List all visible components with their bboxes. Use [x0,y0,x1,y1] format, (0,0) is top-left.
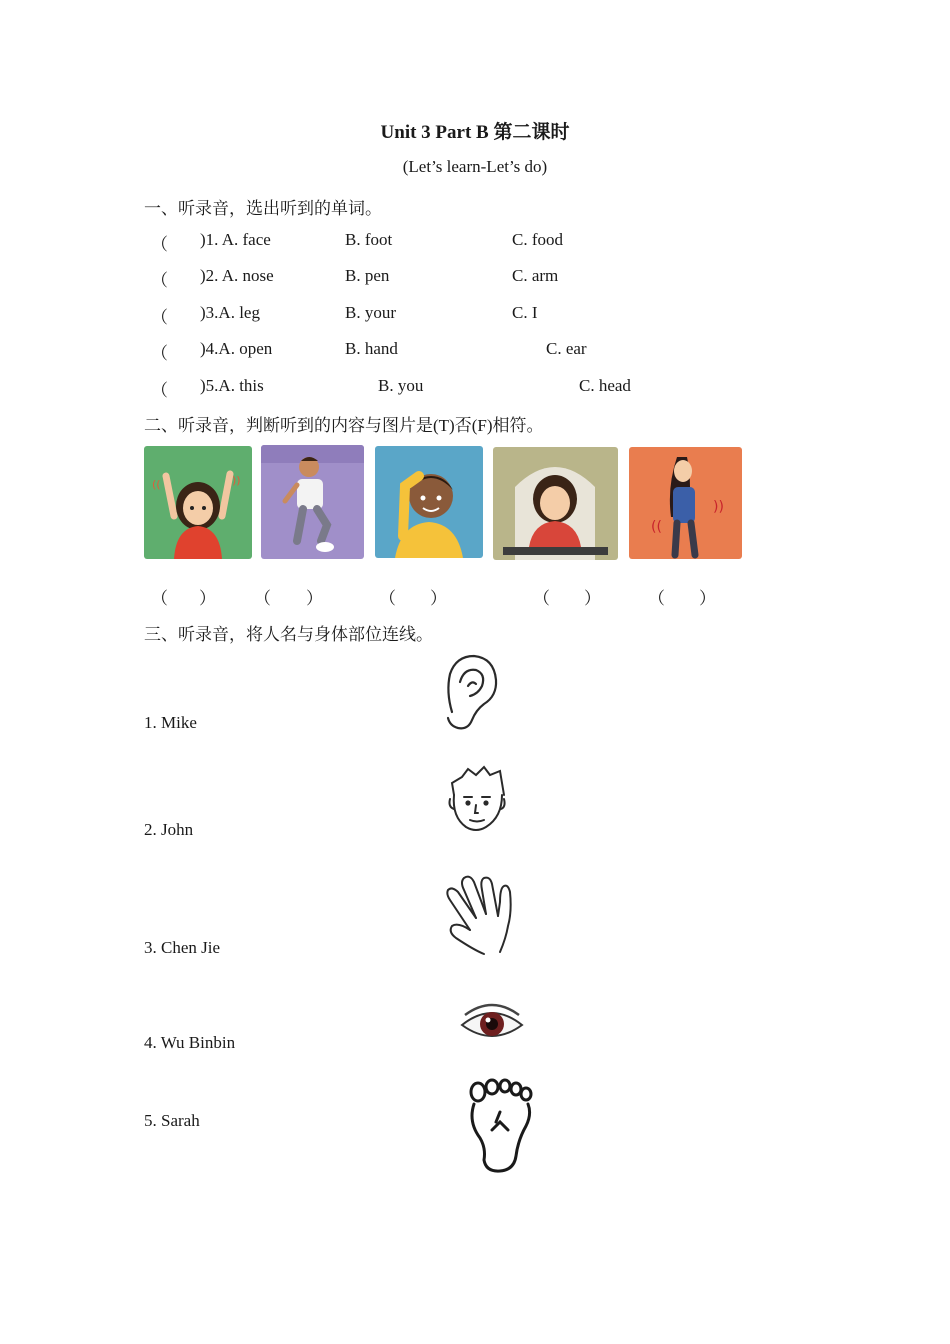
option-a: )2. A. nose [200,266,274,285]
answer-paren-close: ） [584,589,601,608]
svg-text:((: (( [152,478,161,491]
option-b: B. your [345,303,396,322]
answer-paren[interactable]: （ [151,381,168,400]
svg-text:)): )) [713,499,724,515]
answer-paren[interactable]: （ [151,344,168,363]
answer-paren-close: ） [430,589,447,608]
option-b: B. you [378,376,424,395]
answer-paren-open[interactable]: （ [533,589,550,608]
answer-paren-open[interactable]: （ [151,589,168,608]
name-john[interactable]: 2. John [144,820,194,839]
ear-icon[interactable] [442,652,500,732]
name-sarah[interactable]: 5. Sarah [144,1111,200,1130]
option-a: )4.A. open [200,339,273,358]
svg-text:)): )) [232,474,241,487]
option-c: C. head [579,376,631,395]
option-c: C. I [512,303,538,322]
picture-boy-touching-head [375,446,483,558]
answer-paren[interactable]: （ [151,271,168,290]
picture-boy-stamping [261,445,364,559]
answer-paren[interactable]: （ [151,235,168,254]
face-icon[interactable] [446,765,508,835]
option-b: B. foot [345,230,393,249]
answer-paren-close: ） [199,589,216,608]
option-a: )1. A. face [200,230,271,249]
eye-icon[interactable] [459,1003,525,1043]
picture-girl-shaking [629,447,742,559]
answer-paren-open[interactable]: （ [254,589,271,608]
option-b: B. hand [345,339,398,358]
picture-girl-at-window [493,447,618,560]
section3-heading: 三、听录音，将人名与身体部位连线。 [144,625,433,644]
svg-text:((: (( [651,519,662,535]
picture-girl-waving [144,446,252,559]
name-wu-binbin[interactable]: 4. Wu Binbin [144,1033,236,1052]
section1-heading: 一、听录音，选出听到的单词。 [144,199,382,218]
foot-icon[interactable] [466,1078,536,1174]
name-mike[interactable]: 1. Mike [144,713,197,732]
option-c: C. food [512,230,563,249]
page-subtitle: (Let’s learn-Let’s do) [402,157,548,176]
option-b: B. pen [345,266,390,285]
name-chen-jie[interactable]: 3. Chen Jie [144,938,221,957]
answer-paren-close: ） [306,589,323,608]
answer-paren-open[interactable]: （ [648,589,665,608]
hand-icon[interactable] [444,872,520,956]
option-a: )3.A. leg [200,303,260,322]
answer-paren[interactable]: （ [151,308,168,327]
option-c: C. ear [546,339,587,358]
page-title: Unit 3 Part B 第二课时 [380,122,570,143]
answer-paren-close: ） [699,589,716,608]
option-a: )5.A. this [200,376,264,395]
section2-heading: 二、听录音，判断听到的内容与图片是(T)否(F)相符。 [144,416,544,435]
option-c: C. arm [512,266,559,285]
answer-paren-open[interactable]: （ [379,589,396,608]
